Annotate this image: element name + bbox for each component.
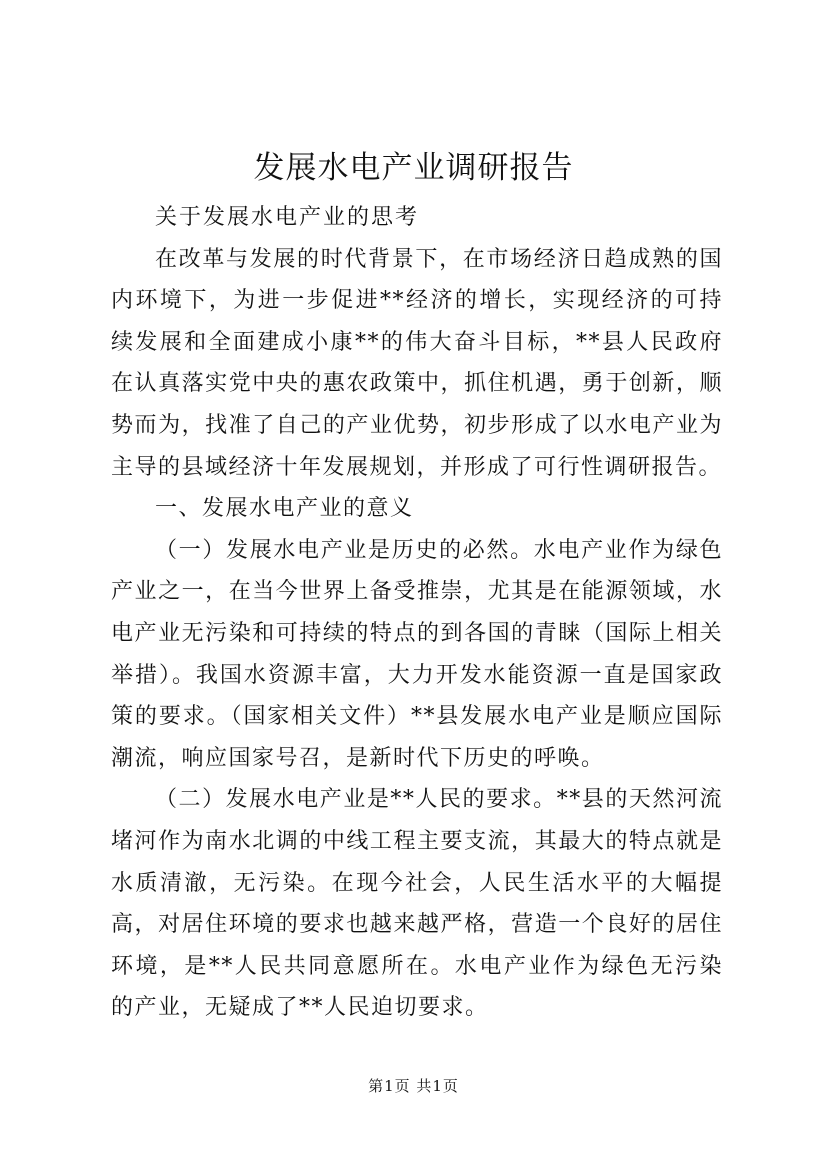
- paragraph-intro: 在改革与发展的时代背景下，在市场经济日趋成熟的国内环境下，为进一步促进**经济的增长，实现经济的可持续发展和全面建成小康**的伟大奋斗目标，**县人民政府在认真落实党中央的惠农政策中，抓住机遇，勇于创新，顺势而为，找准了自己的产业优势，初步形成了以水电产业为主导的县域经济十年发展规划，并形成了可行性调研报告。: [111, 246, 723, 480]
- paragraph-historical-necessity: （一）发展水电产业是历史的必然。水电产业作为绿色产业之一，在当今世界上备受推崇，尤其是在能源领域，水电产业无污染和可持续的特点的到各国的青睐（国际上相关举措）。我国水资源丰富，大力开发水能资源一直是国家政策的要求。（国家相关文件）**县发展水电产业是顺应国际潮流，响应国家号召，是新时代下历史的呼唤。: [111, 537, 723, 771]
- page-number-footer: 第1页 共1页: [368, 1077, 459, 1095]
- document-title: 发展水电产业调研报告: [253, 150, 574, 186]
- document-body: [111, 197, 723, 1029]
- section-heading-significance: 一、发展水电产业的意义: [155, 496, 414, 522]
- paragraph-people-demand: （二）发展水电产业是**人民的要求。**县的天然河流堵河作为南水北调的中线工程主要支流，其最大的特点就是水质清澈，无污染。在现今社会，人民生活水平的大幅提高，对居住环境的要求也越来越严格，营造一个良好的居住环境，是**人民共同意愿所在。水电产业作为绿色无污染的产业，无疑成了**人民迫切要求。: [111, 787, 723, 1021]
- document-subtitle: 关于发展水电产业的思考: [155, 205, 420, 230]
